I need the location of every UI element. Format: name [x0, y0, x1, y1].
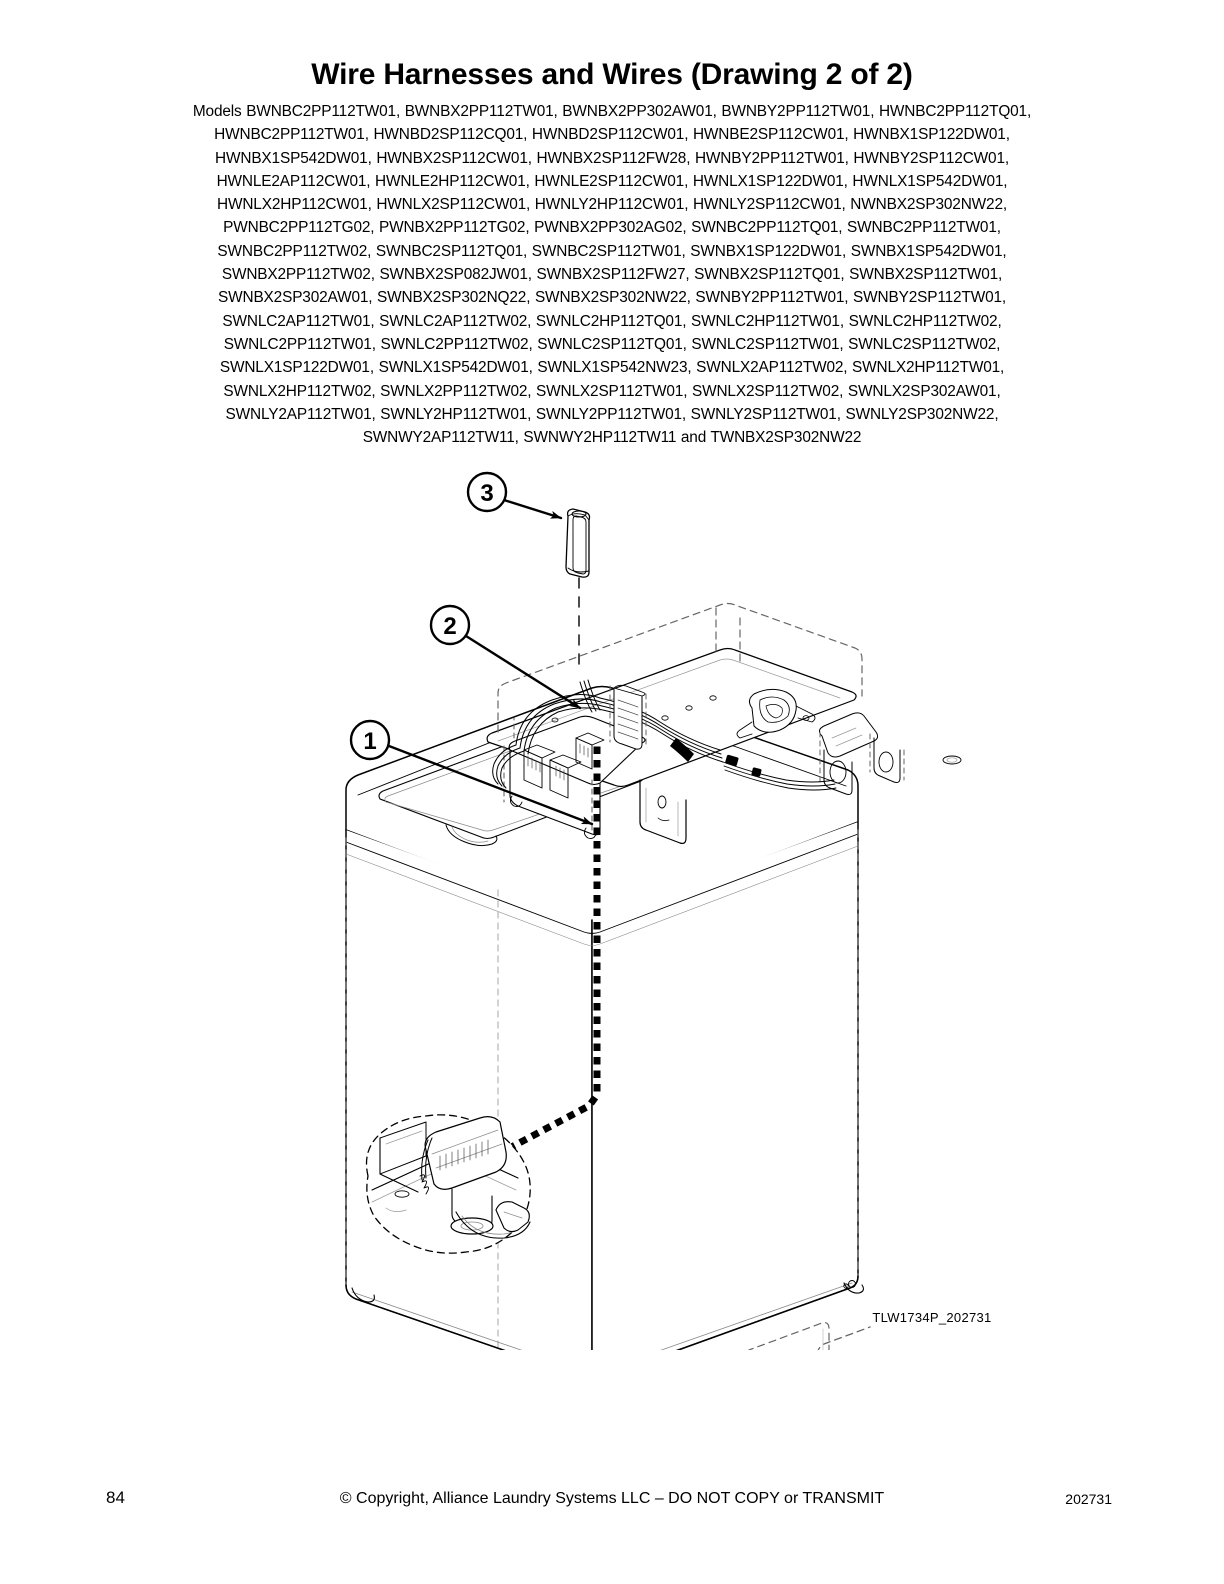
model-list-line: SWNLC2AP112TW01, SWNLC2AP112TW02, SWNLC2HP112TQ01, SWNLC2HP112TW01, SWNLC2HP112TW02, — [222, 312, 1002, 330]
callout-1[interactable] — [351, 721, 389, 759]
model-list-line: SWNLX1SP122DW01, SWNLX1SP542DW01, SWNLX1SP542NW23, SWNLX2AP112TW02, SWNLX2HP112TW01, — [219, 359, 1005, 377]
deck-grommet — [943, 756, 961, 764]
model-list-line: Models BWNBC2PP112TW01, BWNBX2PP112TW01, BWNBX2PP302AW01, BWNBY2PP112TW01, HWNBC2PP112TQ01, — [192, 103, 1032, 120]
model-list-line: HWNBX1SP542DW01, HWNBX2SP112CW01, HWNBX2SP112FW28, HWNBY2PP112TW01, HWNBY2SP112CW01, — [215, 149, 1009, 167]
model-list-line: PWNBC2PP112TG02, PWNBX2PP112TG02, PWNBX2PP302AG02, SWNBC2PP112TQ01, SWNBC2PP112TW01, — [223, 219, 1001, 237]
callout-3[interactable] — [468, 473, 506, 511]
model-list-line: SWNWY2AP112TW11, SWNWY2HP112TW11 and TWNBX2SP302NW22 — [362, 429, 862, 447]
callout-1-number: 1 — [363, 728, 377, 755]
footer-copyright: © Copyright, Alliance Laundry Systems LLC – DO NOT COPY or TRANSMIT — [339, 1490, 885, 1507]
exploded-parts-diagram — [80, 450, 1144, 1350]
page-footer — [0, 1488, 1224, 1512]
callout-2-number: 2 — [443, 613, 457, 640]
model-list-line: HWNBC2PP112TW01, HWNBD2SP112CQ01, HWNBD2SP112CW01, HWNBE2SP112CW01, HWNBX1SP122DW01, — [214, 126, 1010, 144]
callout-3-number: 3 — [480, 480, 494, 507]
cabinet-hidden-panels — [725, 1327, 870, 1350]
model-list-line: SWNBX2PP112TW02, SWNBX2SP082JW01, SWNBX2SP112FW27, SWNBX2SP112TQ01, SWNBX2SP112TW01, — [221, 266, 1003, 284]
page-title: Wire Harnesses and Wires (Drawing 2 of 2) — [311, 58, 913, 91]
model-list-line: SWNLC2PP112TW01, SWNLC2PP112TW02, SWNLC2SP112TQ01, SWNLC2SP112TW01, SWNLC2SP112TW02, — [223, 335, 1001, 353]
model-list-line: SWNBX2SP302AW01, SWNBX2SP302NQ22, SWNBX2SP302NW22, SWNBY2PP112TW01, SWNBY2SP112TW01, — [217, 289, 1007, 307]
footer-document-number: 202731 — [1065, 1491, 1112, 1507]
footer-page-number: 84 — [106, 1488, 125, 1507]
model-list-line: SWNLX2HP112TW02, SWNLX2PP112TW02, SWNLX2SP112TW01, SWNLX2SP112TW02, SWNLX2SP302AW01, — [223, 382, 1001, 400]
leader-line-3 — [504, 500, 561, 518]
model-list-line: HWNLE2AP112CW01, HWNLE2HP112CW01, HWNLE2SP112CW01, HWNLX1SP122DW01, HWNLX1SP542DW01, — [216, 172, 1008, 190]
leader-line-2 — [466, 636, 580, 708]
callout-2[interactable] — [431, 606, 469, 644]
wire-clip-part — [566, 509, 590, 577]
model-list — [112, 100, 1112, 449]
drawing-reference-id: TLW1734P_202731 — [872, 1310, 992, 1325]
model-list-line: HWNLX2HP112CW01, HWNLX2SP112CW01, HWNLY2HP112CW01, HWNLY2SP112CW01, NWNBX2SP302NW22, — [217, 196, 1007, 214]
model-list-line: SWNBC2PP112TW02, SWNBC2SP112TQ01, SWNBC2SP112TW01, SWNBX1SP122DW01, SWNBX1SP542DW01, — [217, 242, 1007, 260]
model-list-line: SWNLY2AP112TW01, SWNLY2HP112TW01, SWNLY2PP112TW01, SWNLY2SP112TW01, SWNLY2SP302NW22, — [225, 405, 999, 423]
